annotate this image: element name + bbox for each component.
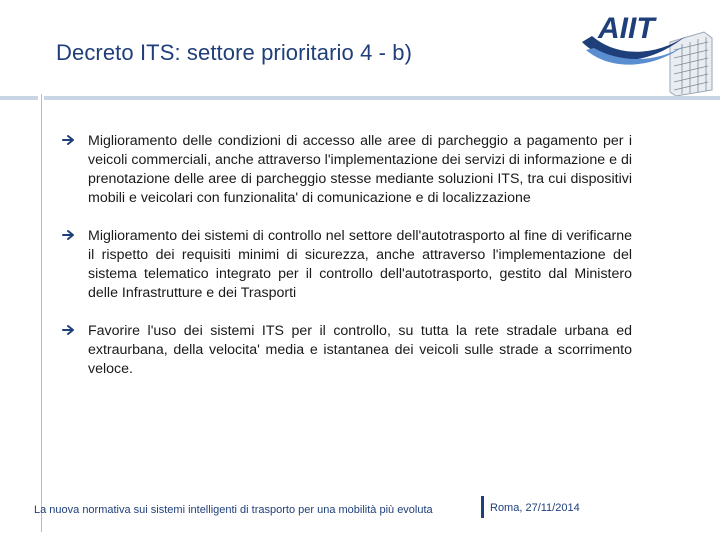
- arrow-right-icon: [62, 323, 76, 337]
- logo-text: AIIT: [598, 12, 655, 45]
- bullet-item: [62, 322, 632, 379]
- left-divider: [41, 94, 42, 532]
- building-icon: [670, 32, 712, 96]
- bullet-list: [62, 132, 632, 398]
- bullet-text: Favorire l'uso dei sistemi ITS per il controllo, su tutta la rete stradale urbana ed extraurbana, della velocita' media e istantanea dei veicoli sulle strade a scorrimento veloce.: [88, 323, 632, 377]
- footer-caption: La nuova normativa sui sistemi intelligenti di trasporto per una mobilità più evoluta: [34, 504, 433, 516]
- aiit-logo: [578, 6, 716, 100]
- title-divider: [0, 96, 720, 100]
- footer-date: Roma, 27/11/2014: [490, 502, 580, 514]
- aiit-logo-icon: [578, 6, 716, 100]
- arrow-right-icon: [62, 228, 76, 242]
- arrow-right-icon: [62, 133, 76, 147]
- footer-divider: [481, 496, 484, 518]
- bullet-text: Miglioramento delle condizioni di accesso alle aree di parcheggio a pagamento per i veicoli commerciali, anche attraverso l'implementazione dei servizi di informazione e di prenotazione delle aree di parcheggio stesse mediante soluzioni ITS, tra cui dispositivi mobili e veicolari con funzionalita' di comunicazione e di localizzazione: [88, 133, 632, 206]
- bullet-item: [62, 132, 632, 208]
- slide-title: Decreto ITS: settore prioritario 4 - b): [56, 40, 413, 65]
- bullet-item: [62, 227, 632, 303]
- bullet-text: Miglioramento dei sistemi di controllo nel settore dell'autotrasporto al fine di verificarne il rispetto dei requisiti minimi di sicurezza, anche attraverso l'implementazione del sistema telematico integrato per il controllo dell'autotrasporto, gestito dal Ministero delle Infrastrutture e dei Trasporti: [88, 228, 632, 301]
